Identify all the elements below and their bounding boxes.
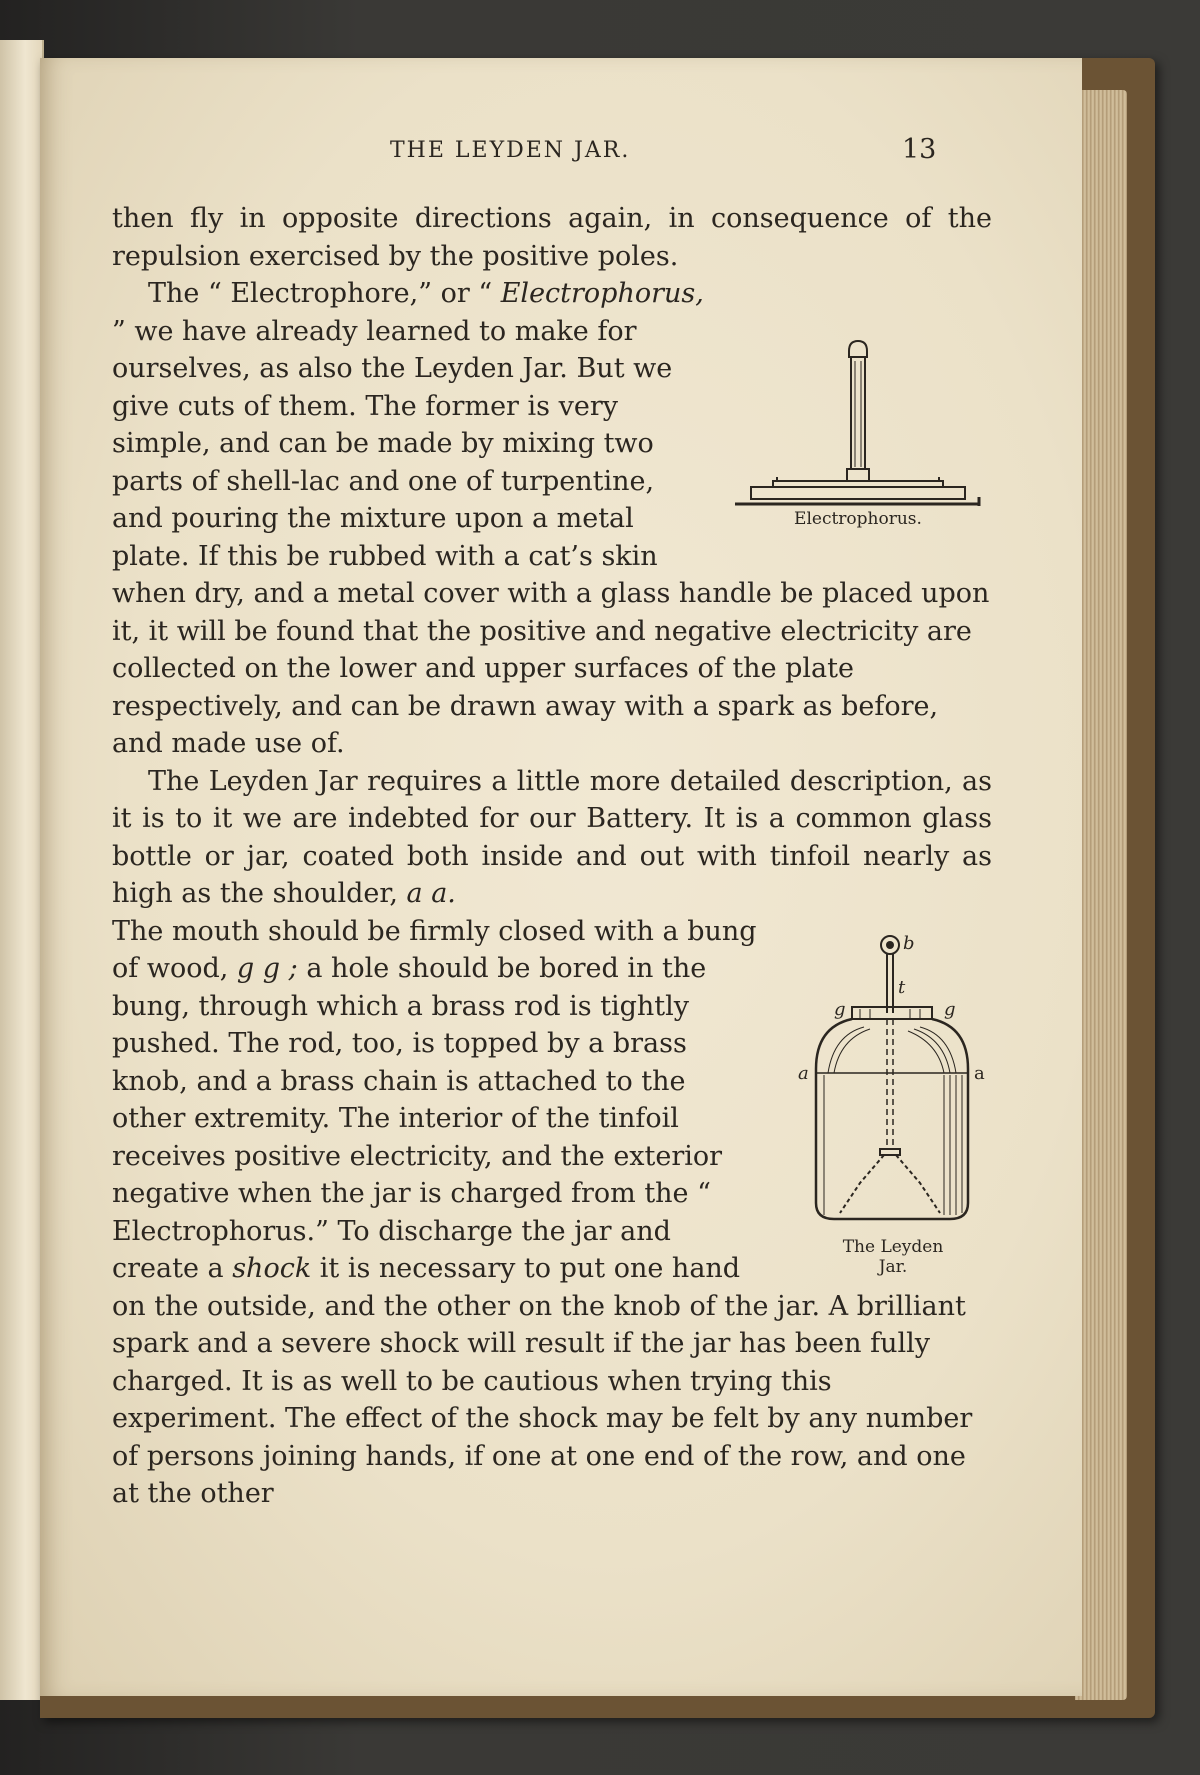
- paragraph-3-text-d: it is necessary to put one hand on the outside, and the other on the knob of the jar. A brilliant spark and a severe shock will result if the jar has been fully charged. It is as well to be cautious when trying this experiment. The effect of the shock may be felt by any number of persons joining hands, if one at one end of the row, and one at the other: [112, 1253, 973, 1509]
- paragraph-3-text-b: The mouth should be firmly closed with a bung of wood,: [112, 915, 757, 984]
- paragraph-2-text-b: ” we have already learned to make for ourselves, as also the Leyden Jar. But we give cuts of them. The former is very simple, and can be made by mixing two parts of shell-lac and one of turpentine, and pouring the mixture upon a metal plate. If this be rubbed with a cat’s skin when dry, and a metal cover with a glass handle be placed upon it, it will be found that the positive and negative electricity are collected on the lower and upper surfaces of the plate respectively, and can be drawn away with a spark as before, and made use of.: [112, 315, 990, 759]
- book-page: [40, 58, 1082, 1696]
- jar-label-foil-right: a: [974, 1062, 985, 1084]
- paragraph-1: then fly in opposite directions again, in consequence of the repulsion exercised by the positive poles.: [112, 203, 992, 272]
- paragraph-3-italic-gg: g g ;: [236, 953, 298, 984]
- paragraph-3-italic-shock: shock: [232, 1253, 312, 1284]
- leyden-jar-figure: [794, 923, 992, 1283]
- paragraph-3-italic-aa: a a.: [406, 878, 456, 909]
- paragraph-2-italic: Electrophorus,: [500, 278, 704, 309]
- electrophorus-figure: [724, 321, 992, 559]
- paragraph-3-text-a: The Leyden Jar requires a little more detailed description, as it is to it we are indebted for our Battery. It is a common glass bottle or jar, coated both inside and out with tinfoil nearly as high as the shoulder,: [112, 765, 992, 909]
- leyden-jar-caption: The Leyden Jar.: [842, 1236, 944, 1277]
- leyden-jar-illustration: [794, 923, 992, 1233]
- electrophorus-caption: Electrophorus.: [794, 508, 922, 529]
- electrophorus-illustration: [733, 321, 983, 511]
- page-header: [40, 134, 1082, 178]
- page-number: 13: [902, 134, 937, 165]
- jar-label-rod: t: [898, 976, 906, 998]
- paragraph-3: [112, 763, 992, 913]
- paragraph-3-text-c: a hole should be bored in the bung, through which a brass rod is tightly pushed. The rod, too, is topped by a brass knob, and a brass chain is attached to the other extremity. The interior of the tinfoil receives positive electricity, and the exterior negative when the jar is charged from the “ Electrophorus.” To discharge the jar and create a: [112, 953, 723, 1284]
- paragraph-2-text-a: The “ Electrophore,” or “: [148, 278, 501, 309]
- running-title: THE LEYDEN JAR.: [390, 138, 631, 163]
- paragraph-2: [112, 275, 992, 313]
- facing-page-edge: [0, 40, 44, 1700]
- jar-label-bung-right: g: [944, 998, 956, 1020]
- jar-label-knob: b: [903, 932, 915, 954]
- page-body: [112, 200, 992, 1513]
- page-edges: [1075, 90, 1127, 1700]
- jar-label-bung-left: g: [834, 998, 846, 1020]
- jar-label-foil-left: a: [798, 1062, 809, 1084]
